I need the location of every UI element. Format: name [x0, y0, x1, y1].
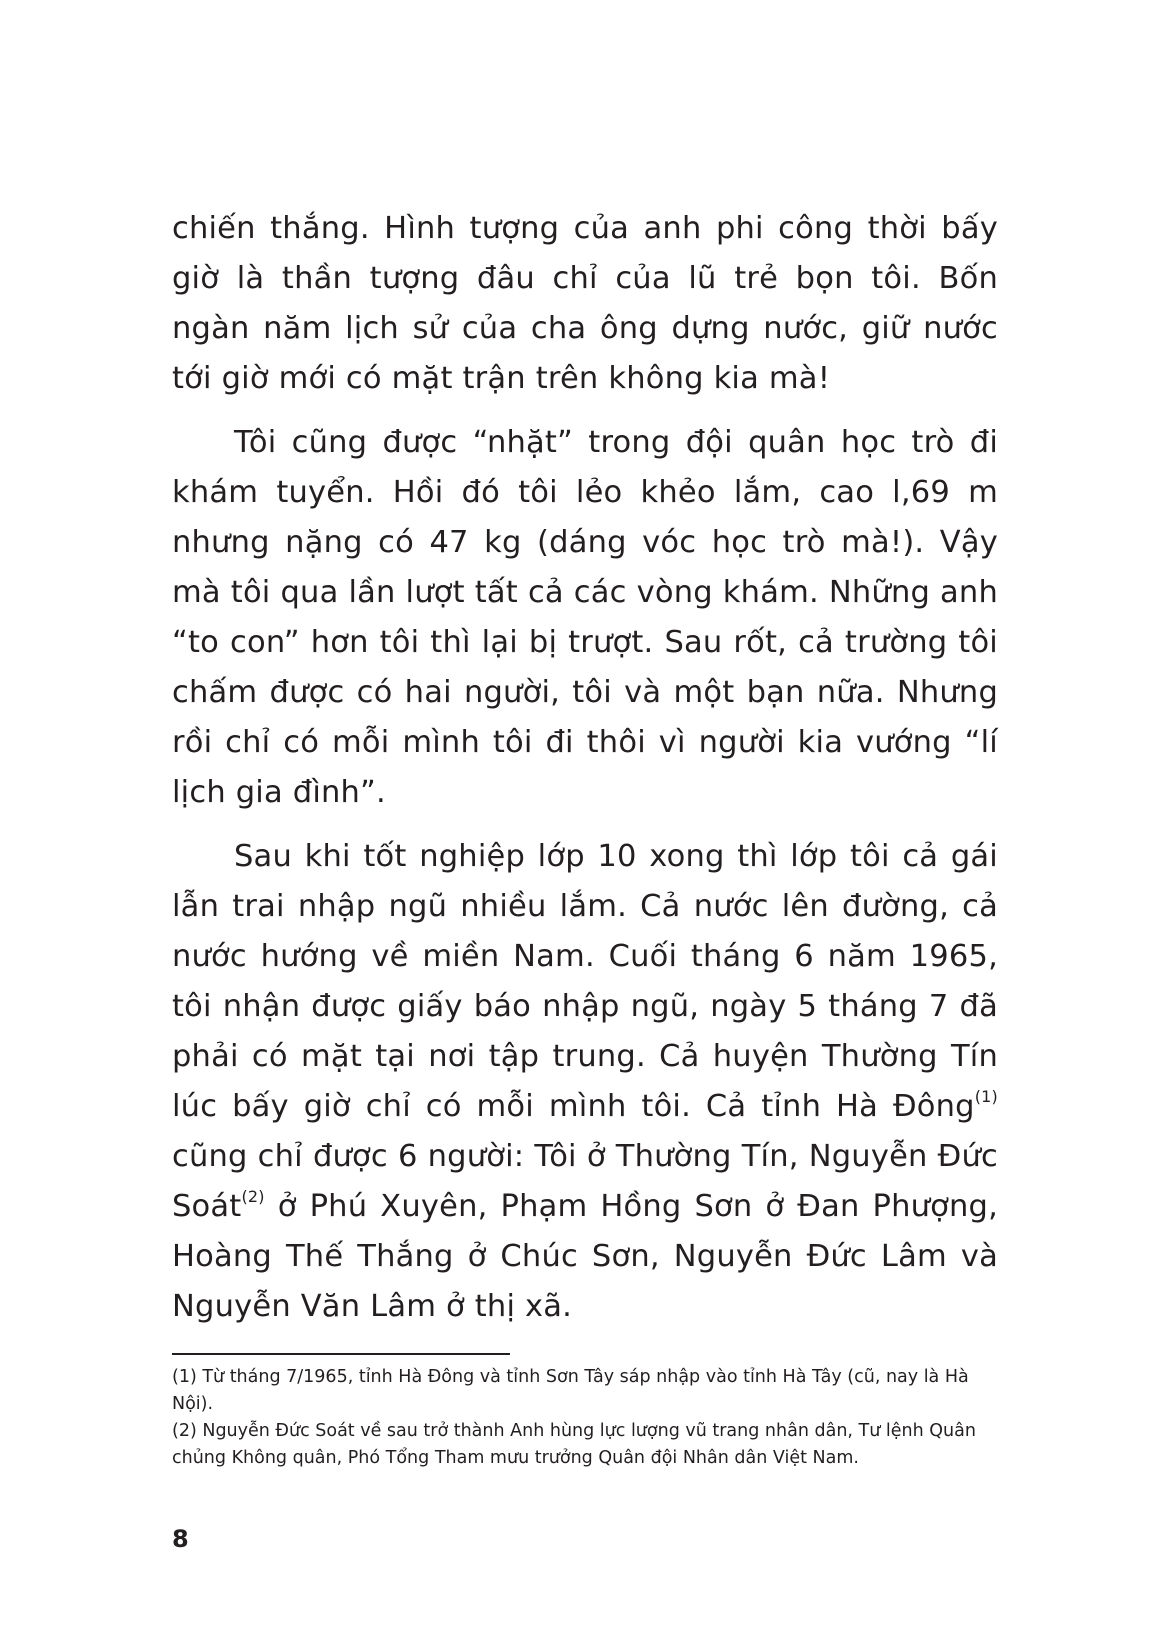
- paragraph-1: chiến thắng. Hình tượng của anh phi công thời bấy giờ là thần tượng đâu chỉ của lũ trẻ bọn tôi. Bốn ngàn năm lịch sử của cha ông dựng nước, giữ nước tới giờ mới có mặt trận trên không kia mà!: [172, 211, 998, 396]
- page-number: 8: [172, 1525, 189, 1553]
- footnote-divider: [172, 1353, 510, 1355]
- footnote-2: (2) Nguyễn Đức Soát về sau trở thành Anh hùng lực lượng vũ trang nhân dân, Tư lệnh Quân chủng Không quân, Phó Tổng Tham mưu trưởng Quân đội Nhân dân Việt Nam.: [172, 1421, 976, 1468]
- paragraph-3-part-2: cũng chỉ được 6 người: Tôi ở Thường Tín, Nguyễn Đức Soát: [172, 1139, 998, 1224]
- paragraph-2: Tôi cũng được “nhặt” trong đội quân học trò đi khám tuyển. Hồi đó tôi lẻo khẻo lắm, cao l,69 m nhưng nặng có 47 kg (dáng vóc học trò mà!). Vậy mà tôi qua lần lượt tất cả các vòng khám. Những anh “to con” hơn tôi thì lại bị trượt. Sau rốt, cả trường tôi chấm được có hai người, tôi và một bạn nữa. Nhưng rồi chỉ có mỗi mình tôi đi thôi vì người kia vướng “lí lịch gia đình”.: [172, 425, 998, 810]
- footnote-1: (1) Từ tháng 7/1965, tỉnh Hà Đông và tỉnh Sơn Tây sáp nhập vào tỉnh Hà Tây (cũ, nay là Hà Nội).: [172, 1367, 969, 1414]
- paragraph-3-part-3: ở Phú Xuyên, Phạm Hồng Sơn ở Đan Phượng, Hoàng Thế Thắng ở Chúc Sơn, Nguyễn Đức Lâm và Nguyễn Văn Lâm ở thị xã.: [172, 1189, 998, 1324]
- footnote-ref-2: (2): [241, 1187, 265, 1206]
- footnote-ref-1: (1): [974, 1087, 998, 1106]
- paragraph-3: [172, 832, 998, 1332]
- footnotes: [172, 1364, 998, 1472]
- body-text: [172, 204, 998, 1346]
- paragraph-3-part-1: Sau khi tốt nghiệp lớp 10 xong thì lớp tôi cả gái lẫn trai nhập ngũ nhiều lắm. Cả nước lên đường, cả nước hướng về miền Nam. Cuối tháng 6 năm 1965, tôi nhận được giấy báo nhập ngũ, ngày 5 tháng 7 đã phải có mặt tại nơi tập trung. Cả huyện Thường Tín lúc bấy giờ chỉ có mỗi mình tôi. Cả tỉnh Hà Đông: [172, 839, 998, 1124]
